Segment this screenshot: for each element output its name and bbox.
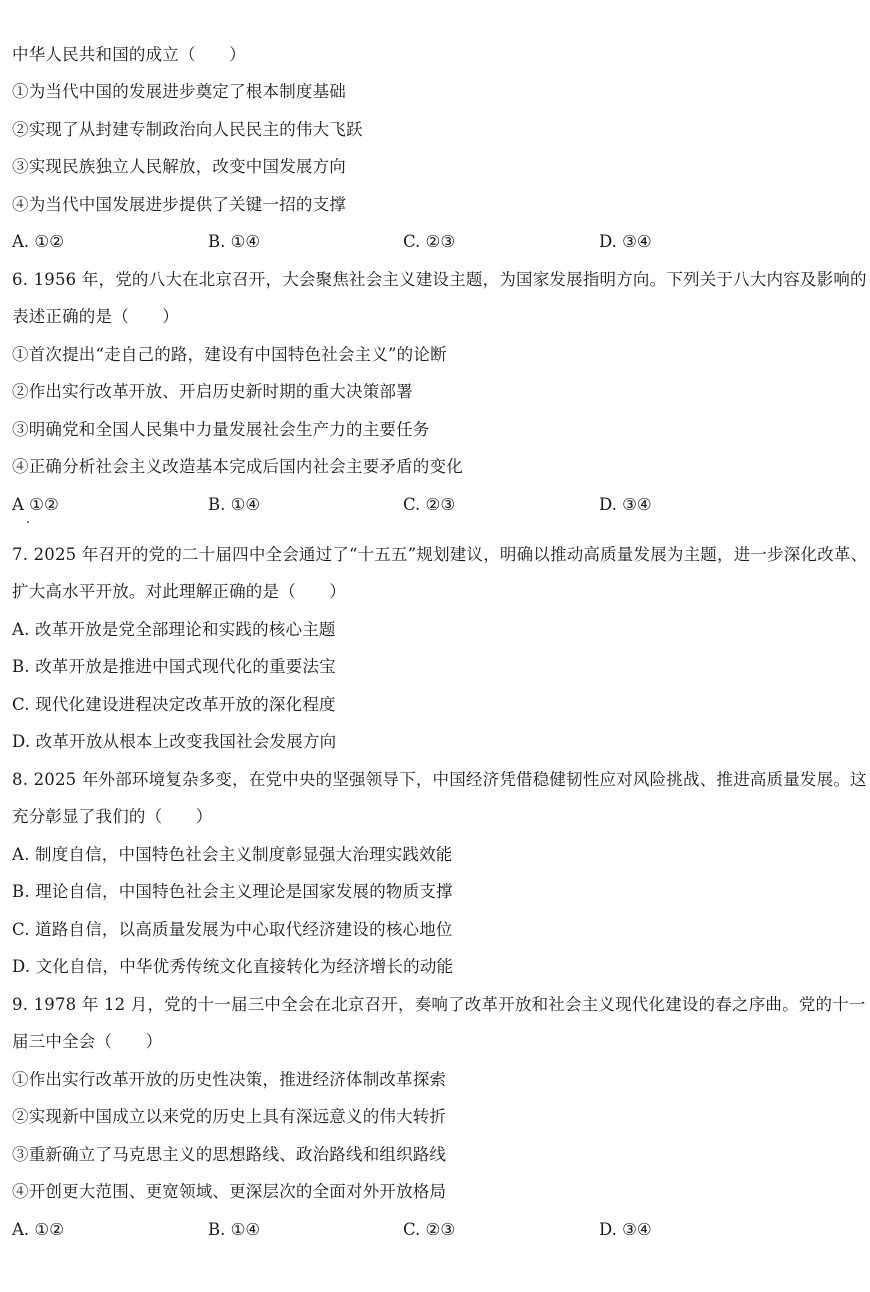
question-7-option-a[interactable]: A. 改革开放是党全部理论和实践的核心主题 [12,620,336,639]
question-6-statement-1: ①首次提出“走自己的路，建设有中国特色社会主义”的论断 [12,345,447,364]
question-6-stem-line-2: 表述正确的是（ ） [12,307,179,326]
question-9-options [12,1219,852,1241]
question-8-option-c[interactable]: C. 道路自信，以高质量发展为中心取代经济建设的核心地位 [12,920,453,939]
question-7-stem-line-1: 7. 2025 年召开的党的二十届四中全会通过了“十五五”规划建议，明确以推动高质量发展为主题，进一步深化改革、 [12,545,868,564]
question-8-option-a[interactable]: A. 制度自信，中国特色社会主义制度彰显强大治理实践效能 [12,845,453,864]
question-8-option-d[interactable]: D. 文化自信，中华优秀传统文化直接转化为经济增长的动能 [12,957,454,976]
question-5-statement-2: ②实现了从封建专制政治向人民民主的伟大飞跃 [12,120,363,139]
question-5-stem: 中华人民共和国的成立（ ） [12,45,246,64]
question-9-stem-line-2: 届三中全会（ ） [12,1032,163,1051]
question-9-stem-line-1: 9. 1978 年 12 月，党的十一届三中全会在北京召开，奏响了改革开放和社会主义现代化建设的春之序曲。党的十一 [12,995,866,1014]
question-5-option-a[interactable]: A. ①② [12,232,64,251]
question-7-option-b[interactable]: B. 改革开放是推进中国式现代化的重要法宝 [12,657,336,676]
question-6-option-d[interactable]: D. ③④ [599,495,652,514]
question-6-option-a[interactable]: A ①② [12,495,59,514]
question-6-statement-2: ②作出实行改革开放、开启历史新时期的重大决策部署 [12,382,413,401]
question-9-option-c[interactable]: C. ②③ [403,1220,456,1239]
question-7-stem-line-2: 扩大高水平开放。对此理解正确的是（ ） [12,582,346,601]
question-8-option-b[interactable]: B. 理论自信，中国特色社会主义理论是国家发展的物质支撑 [12,882,453,901]
question-6-statement-4: ④正确分析社会主义改造基本完成后国内社会主要矛盾的变化 [12,457,463,476]
question-5-statement-4: ④为当代中国发展进步提供了关键一招的支撑 [12,195,346,214]
question-9-option-b[interactable]: B. ①④ [208,1220,261,1239]
question-9-statement-4: ④开创更大范围、更宽领域、更深层次的全面对外开放格局 [12,1182,447,1201]
question-6-stem-line-1: 6. 1956 年，党的八大在北京召开，大会聚焦社会主义建设主题，为国家发展指明方向。下列关于八大内容及影响的 [12,270,867,289]
scan-speck [27,521,29,523]
question-8-stem-line-2: 充分彰显了我们的（ ） [12,807,213,826]
question-5-option-d[interactable]: D. ③④ [599,232,652,251]
question-9-option-d[interactable]: D. ③④ [599,1220,652,1239]
question-6-option-c[interactable]: C. ②③ [403,495,456,514]
question-7-option-d[interactable]: D. 改革开放从根本上改变我国社会发展方向 [12,732,337,751]
question-6-options [12,494,852,516]
question-7-option-c[interactable]: C. 现代化建设进程决定改革开放的深化程度 [12,695,336,714]
question-9-statement-1: ①作出实行改革开放的历史性决策，推进经济体制改革探索 [12,1070,447,1089]
question-6-statement-3: ③明确党和全国人民集中力量发展社会生产力的主要任务 [12,420,430,439]
question-5-statement-1: ①为当代中国的发展进步奠定了根本制度基础 [12,82,346,101]
question-5-option-c[interactable]: C. ②③ [403,232,456,251]
question-8-stem-line-1: 8. 2025 年外部环境复杂多变，在党中央的坚强领导下，中国经济凭借稳健韧性应对风险挑战、推进高质量发展。这 [12,770,867,789]
question-5-options [12,231,852,253]
question-9-option-a[interactable]: A. ①② [12,1220,64,1239]
question-5-statement-3: ③实现民族独立人民解放，改变中国发展方向 [12,157,346,176]
question-9-statement-2: ②实现新中国成立以来党的历史上具有深远意义的伟大转折 [12,1107,447,1126]
question-5-option-b[interactable]: B. ①④ [208,232,261,251]
question-9-statement-3: ③重新确立了马克思主义的思想路线、政治路线和组织路线 [12,1145,447,1164]
question-6-option-b[interactable]: B. ①④ [208,495,261,514]
